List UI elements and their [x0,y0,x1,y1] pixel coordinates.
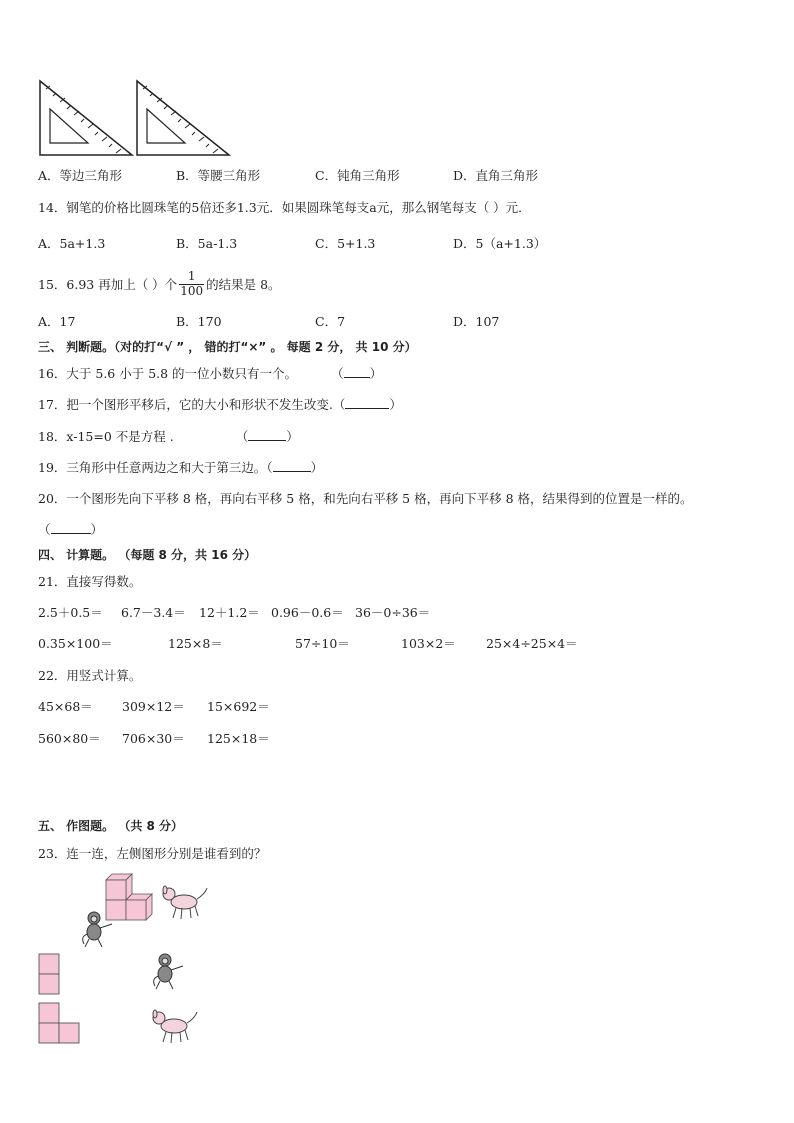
q15-option-a: A．17 [38,314,76,329]
q21-item: 125×8＝ [168,636,223,651]
q20-question: 20．一个图形先向下平移 8 格，再向右平移 5 格，和先向右平移 5 格，再向下平移 8 格，结果得到的位置是一样的。 [38,491,693,506]
q20-answer-blank[interactable] [51,521,91,534]
q16-bracket-right: ） [369,366,383,381]
q21-item: 12＋1.2＝ [199,605,260,620]
q16-question [38,364,382,382]
q18-question [38,427,299,445]
q21-question: 21．直接写得数。 [38,574,142,589]
q15-fraction-denominator: 100 [180,283,204,298]
q13-option-c: C．钝角三角形 [315,168,400,183]
q20-answer [38,520,103,538]
q22-item: 560×80＝ [38,731,101,746]
q21-item: 2.5＋0.5＝ [38,605,103,620]
q17-bracket-right: ） [389,397,402,412]
q21-item: 0.35×100＝ [38,636,113,651]
section-5-title: 五、 作图题。 （共 8 分） [38,819,184,833]
view-shape-1 [38,953,62,995]
q15-prefix: 15．6.93 再加上（ ）个 [38,277,178,292]
q22-item: 45×68＝ [38,699,93,714]
q21-item: 57÷10＝ [295,636,350,651]
q19-answer-blank[interactable] [273,459,311,472]
q17-question [38,395,402,413]
q16-text: 16．大于 5.6 小于 5.8 的一位小数只有一个。 [38,366,298,381]
set-square-figure-1 [38,79,134,157]
q13-option-d: D．直角三角形 [453,168,539,183]
q19-text: 19．三角形中任意两边之和大于第三边。（ [38,460,273,475]
q21-item: 103×2＝ [401,636,456,651]
q15-suffix: 的结果是 8。 [206,277,281,292]
q22-question: 22．用竖式计算。 [38,668,142,683]
q14-option-a: A．5a+1.3 [38,236,106,251]
q15-option-d: D．107 [453,314,500,329]
q15-fraction-numerator: 1 [179,270,204,285]
q13-option-a: A．等边三角形 [38,168,123,183]
q20-bracket-right: ） [90,522,104,537]
q16-answer-blank[interactable] [344,365,370,378]
q14-option-c: C．5+1.3 [315,236,376,251]
q15-option-c: C．7 [315,314,346,329]
view-shape-2 [38,1002,82,1044]
q13-option-b: B．等腰三角形 [176,168,261,183]
q15-fraction [179,270,204,299]
q22-item: 706×30＝ [122,731,185,746]
monkey-icon [80,910,116,950]
q17-text: 17．把一个图形平移后，它的大小和形状不发生改变.（ [38,397,346,412]
q18-bracket-left: （ [235,429,249,444]
q19-question [38,458,323,476]
q22-item: 309×12＝ [122,699,185,714]
q18-answer-blank[interactable] [248,428,286,441]
set-square-figure-2 [135,79,231,157]
dog-icon [150,1008,200,1046]
q17-answer-blank[interactable] [345,396,389,409]
section-3-title: 三、 判断题。（对的打“√ ” ， 错的打“×” 。 每题 2 分， 共 10 分） [38,340,417,354]
q22-item: 15×692＝ [207,699,270,714]
section-4-title: 四、 计算题。 （每题 8 分，共 16 分） [38,548,257,562]
dog-icon [160,884,210,922]
monkey-icon [151,952,187,992]
q18-text: 18．x-15=0 不是方程 . [38,429,174,444]
q21-item: 36－0÷36＝ [355,605,431,620]
q21-item: 0.96－0.6＝ [271,605,344,620]
q19-bracket-right: ） [310,460,324,475]
q21-item: 25×4÷25×4＝ [486,636,578,651]
q21-item: 6.7－3.4＝ [121,605,186,620]
q15-option-b: B．170 [176,314,222,329]
q14-question: 14．钢笔的价格比圆珠笔的5倍还多1.3元．如果圆珠笔每支a元，那么钢笔每支（ ）元． [38,200,531,215]
q18-bracket-right: ） [286,429,299,444]
q20-bracket-left: （ [38,522,51,537]
q22-item: 125×18＝ [207,731,270,746]
q14-option-d: D．5（a+1.3） [453,236,547,251]
q23-question: 23．连一连，左侧图形分别是谁看到的？ [38,846,267,861]
q15-question [38,266,281,302]
q14-option-b: B．5a-1.3 [176,236,238,251]
q16-bracket-left: （ [331,366,344,381]
